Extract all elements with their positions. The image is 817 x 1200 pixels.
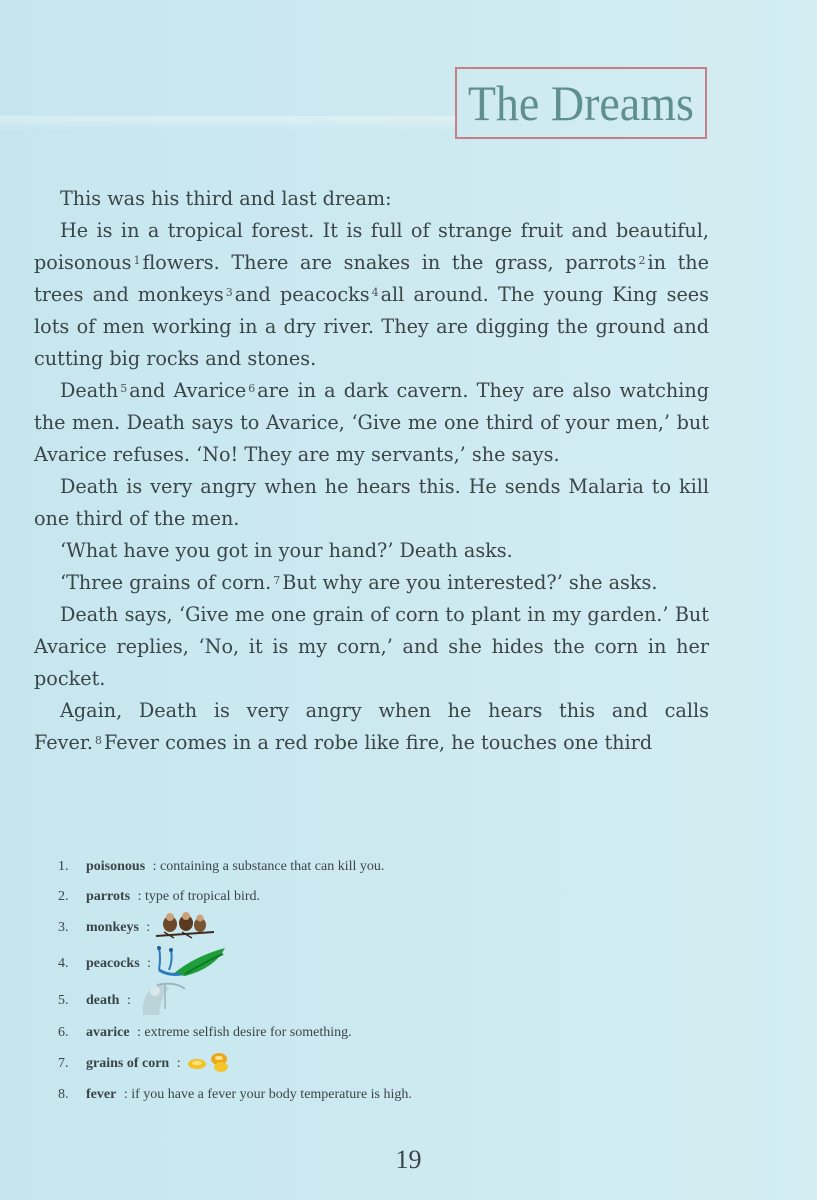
glossary-definition: if you have a fever your body temperature is high. bbox=[131, 1087, 412, 1102]
glossary-number: 2. bbox=[58, 889, 69, 904]
glossary-item bbox=[58, 852, 678, 882]
story-paragraph bbox=[34, 695, 709, 759]
story-text-run: and Avarice bbox=[129, 379, 247, 402]
glossary-word: monkeys bbox=[86, 920, 139, 935]
story-paragraph bbox=[34, 599, 709, 695]
glossary-item bbox=[58, 882, 678, 912]
story-text-run: Death is very angry when he hears this. He sends Malaria to kill one third of the men. bbox=[34, 475, 709, 530]
header-rule bbox=[0, 116, 455, 130]
glossary-separator: : bbox=[134, 889, 145, 904]
glossary-number: 8. bbox=[58, 1087, 69, 1102]
story-paragraph bbox=[34, 183, 709, 215]
glossary-item bbox=[58, 912, 678, 944]
story-paragraph bbox=[34, 375, 709, 471]
story-text-run: in the trees and monkeys bbox=[34, 251, 709, 306]
story-text-run: Death bbox=[60, 379, 119, 402]
glossary-word: fever bbox=[86, 1087, 117, 1102]
monkeys-icon bbox=[154, 910, 216, 947]
glossary-word: grains of corn bbox=[86, 1056, 170, 1071]
page-title: The Dreams bbox=[467, 75, 695, 131]
footnote-marker: 7 bbox=[273, 574, 281, 587]
glossary-word: death bbox=[86, 993, 120, 1008]
footnote-marker: 5 bbox=[120, 382, 128, 395]
glossary-word: parrots bbox=[86, 889, 131, 904]
footnote-marker: 4 bbox=[371, 286, 379, 299]
story-text-run: flowers. There are snakes in the grass, parrots bbox=[142, 251, 637, 274]
story-text-run: are in a dark cavern. They are also watching the men. Death says to Avarice, ‘Give me one third of your men,’ but Avarice refuses. ‘No! They are my servants,’ she says. bbox=[34, 379, 709, 466]
glossary-number: 5. bbox=[58, 993, 69, 1008]
glossary-separator: : bbox=[142, 920, 151, 935]
glossary-item bbox=[58, 1080, 678, 1110]
glossary-item bbox=[58, 984, 678, 1018]
footnote-marker: 3 bbox=[225, 286, 233, 299]
story-text-run: all around. The young King sees lots of men working in a dry river. They are digging the ground and cutting big rocks and stones. bbox=[34, 283, 709, 370]
glossary-number: 3. bbox=[58, 920, 69, 935]
glossary-number: 6. bbox=[58, 1025, 69, 1040]
glossary-number: 7. bbox=[58, 1056, 69, 1071]
story-text-run: and peacocks bbox=[234, 283, 370, 306]
glossary-definition: extreme selfish desire for something. bbox=[144, 1025, 352, 1040]
glossary-word: poisonous bbox=[86, 859, 146, 874]
glossary-number: 4. bbox=[58, 956, 69, 971]
death-icon bbox=[135, 979, 187, 1024]
story-paragraph bbox=[34, 215, 709, 375]
glossary-item bbox=[58, 1048, 678, 1080]
story-text-run: ‘Three grains of corn. bbox=[60, 571, 272, 594]
glossary-definition: containing a substance that can kill you. bbox=[160, 859, 385, 874]
story-text-run: He is in a tropical forest. It is full of strange fruit and beautiful, poisonous bbox=[34, 219, 709, 274]
glossary-separator: : bbox=[133, 1025, 145, 1040]
title-frame bbox=[455, 67, 707, 139]
story-text-run: Again, Death is very angry when he hears this and calls Fever. bbox=[34, 699, 709, 754]
footnote-marker: 8 bbox=[94, 734, 102, 747]
glossary-separator: : bbox=[120, 1087, 132, 1102]
story-text-run: This was his third and last dream: bbox=[60, 187, 392, 210]
glossary-separator: : bbox=[123, 993, 131, 1008]
corn-icon bbox=[185, 1049, 237, 1080]
footnote-marker: 1 bbox=[133, 254, 141, 267]
footnote-marker: 2 bbox=[638, 254, 646, 267]
page-number: 19 bbox=[395, 1145, 422, 1174]
glossary-definition: type of tropical bird. bbox=[144, 889, 261, 904]
glossary-word: peacocks bbox=[86, 956, 140, 971]
story-paragraph bbox=[34, 471, 709, 535]
glossary-separator: : bbox=[149, 859, 161, 874]
story-text-run: ‘What have you got in your hand?’ Death asks. bbox=[60, 539, 513, 562]
glossary-list bbox=[58, 852, 678, 1110]
story-paragraph bbox=[34, 535, 709, 567]
story-text-run: Death says, ‘Give me one grain of corn to plant in my garden.’ But Avarice replies, ‘No, it is my corn,’ and she hides the corn in her pocket. bbox=[34, 603, 709, 690]
glossary-separator: : bbox=[173, 1056, 181, 1071]
footnote-marker: 6 bbox=[248, 382, 256, 395]
story-paragraph bbox=[34, 567, 709, 599]
story-text-run: But why are you interested?’ she asks. bbox=[282, 571, 658, 594]
story-text-run: Fever comes in a red robe like fire, he touches one third bbox=[103, 731, 653, 754]
story-text bbox=[34, 183, 709, 759]
glossary-word: avarice bbox=[86, 1025, 130, 1040]
glossary-separator: : bbox=[143, 956, 152, 971]
glossary-number: 1. bbox=[58, 859, 69, 874]
